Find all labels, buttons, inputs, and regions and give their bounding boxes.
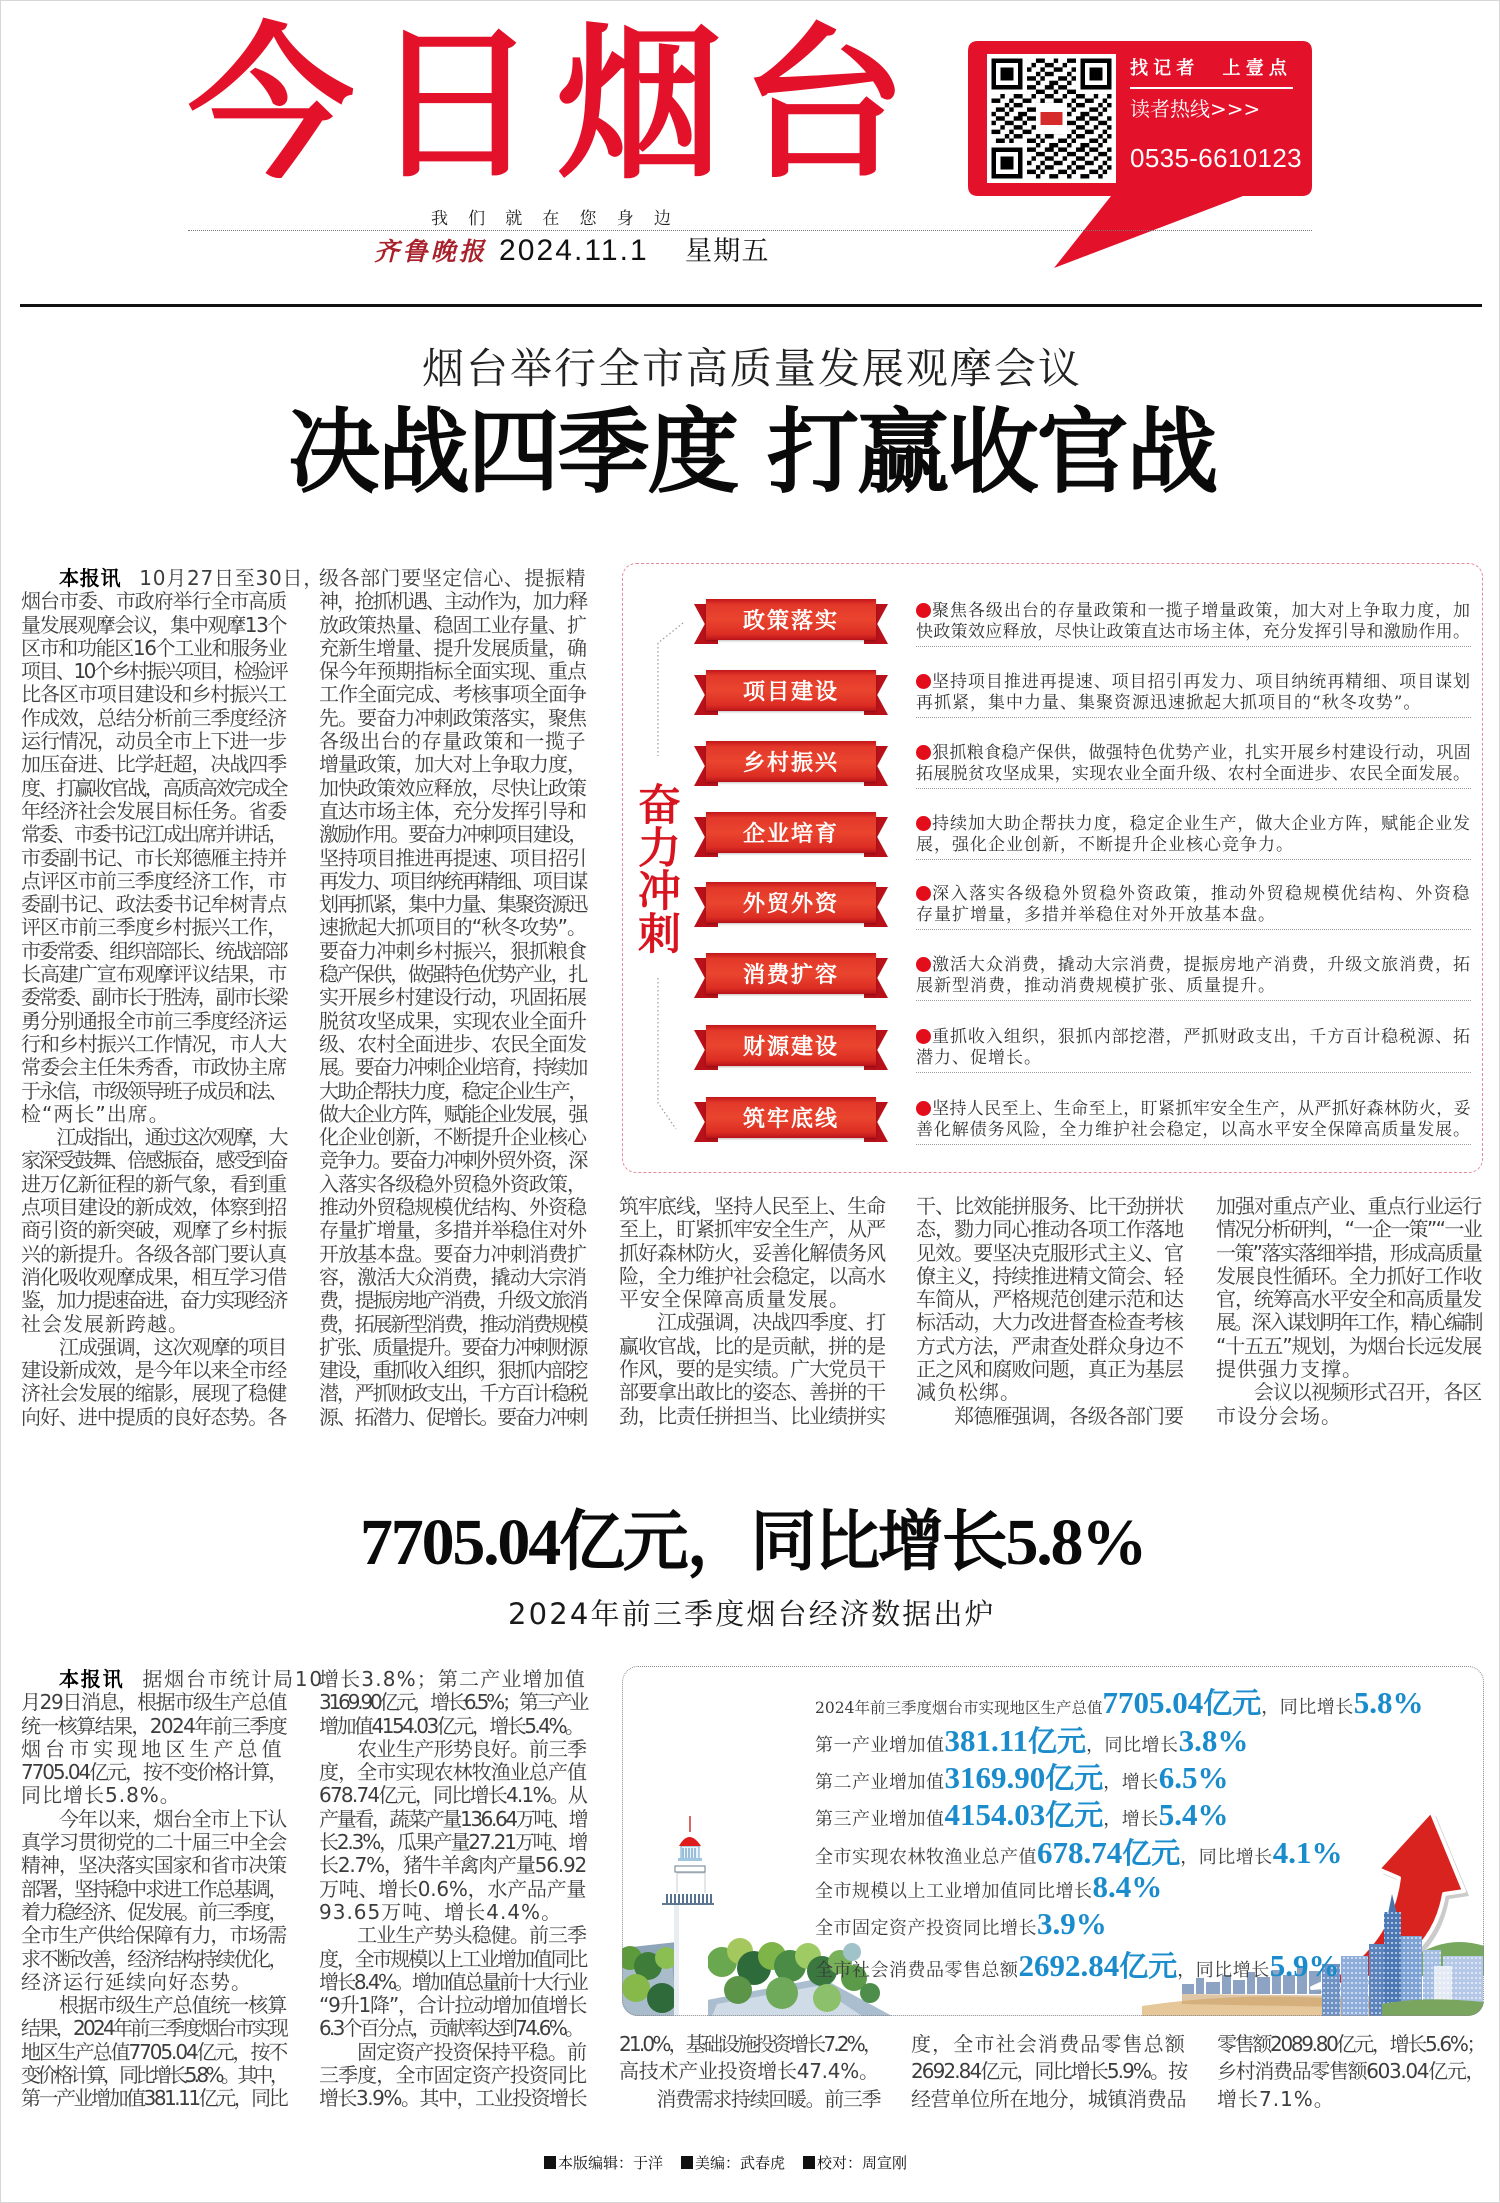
desc-text: 狠抓粮食稳产保供，做强特色优势产业，扎实开展乡村建设行动，巩固 xyxy=(932,743,1472,763)
text-line: 各级出台的存量政策和一揽子 xyxy=(319,729,587,754)
article1-kicker: 烟台举行全市高质量发展观摩会议 xyxy=(422,344,1082,393)
text-line: 直达市场主体，充分发挥引导和 xyxy=(319,798,587,823)
desc-text: 坚持人民至上、生命至上，盯紧抓牢安全生产，从严抓好森林防火，妥 xyxy=(932,1099,1472,1119)
text-line: 充新生增量、提升发展质量，确 xyxy=(319,635,587,660)
text-line: 市设分会场。 xyxy=(1216,1403,1342,1428)
text-line: 点项目建设的新成效，体察到招 xyxy=(21,1195,287,1220)
text-line: 费，提振房地产消费，升级文旅消 xyxy=(319,1288,587,1313)
lead-text: 10月27日至30日， xyxy=(139,566,325,590)
desc-line xyxy=(916,601,1471,622)
ribbon-label xyxy=(694,670,888,716)
text-line: 全市生产供给保障有力，市场需 xyxy=(21,1923,287,1948)
article1-column-4 xyxy=(916,1195,1183,1428)
text-line: 工业生产势头稳健。前三季 xyxy=(319,1923,587,1948)
text-line: 加压奋进、比学赶超，决战四季 xyxy=(21,752,287,777)
text-line: 先。要奋力冲刺政策落实，聚焦 xyxy=(319,705,587,730)
stat-row xyxy=(815,1719,1248,1759)
stat-value: 678.74 xyxy=(1037,1835,1123,1870)
text-line: 增长7.1%。 xyxy=(1217,2086,1335,2111)
text-line: 江成指出，通过这次观摩，大 xyxy=(21,1125,287,1150)
ribbon-label xyxy=(694,741,888,787)
article1-column-5 xyxy=(1216,1195,1481,1428)
bullet-icon xyxy=(916,1029,931,1044)
find-reporter-label: 找记者 上壹点 xyxy=(1130,58,1292,79)
desc-line: 展新型消费，推动消费规模扩张、质量提升。 xyxy=(916,976,1276,996)
desc-text: 坚持项目推进再提速、项目招引再发力、项目纳统再精细、项目谋划 xyxy=(932,672,1471,692)
stat-percent: 5.8% xyxy=(1353,1685,1424,1720)
text-line: 增长3.8%；第二产业增加值 xyxy=(319,1667,586,1691)
qr-code-icon[interactable] xyxy=(987,54,1116,183)
dotted-divider xyxy=(188,230,1312,231)
column-body xyxy=(21,1691,286,2110)
article1-column-3 xyxy=(619,1195,885,1428)
text-line: 真学习贯彻党的二十届三中全会 xyxy=(21,1830,287,1855)
stat-row xyxy=(815,1756,1229,1796)
text-line: 赢收官战，比的是贡献，拼的是 xyxy=(619,1333,886,1358)
text-line: 激励作用。要奋力冲刺项目建设， xyxy=(319,822,587,847)
text-line: 加快政策效应释放，尽快让政策 xyxy=(319,775,587,800)
text-line: 脱贫攻坚成果，实现农业全面升 xyxy=(319,1008,587,1033)
text-line: 消费需求持续回暖。前三季 xyxy=(619,2086,881,2111)
ribbon-label xyxy=(694,953,888,999)
text-line: 3169.90亿元，增长6.5%；第三产业 xyxy=(319,1690,587,1715)
stat-unit: 亿元 xyxy=(1045,1798,1104,1832)
text-line: 僚主义，持续推进精文简会、轻 xyxy=(916,1263,1184,1288)
stat-row xyxy=(815,1681,1423,1721)
credit-designer: 美编：武春虎 xyxy=(681,2153,785,2173)
text-line: 稳产保供，做强特色优势产业，扎 xyxy=(319,962,587,987)
text-line: 鉴，加力提速奋进，奋力实现经济 xyxy=(21,1288,287,1313)
text-line: 建设新成效，是今年以来全市经 xyxy=(21,1358,287,1383)
text-line: 济社会发展的缩影，展现了稳健 xyxy=(21,1381,287,1406)
text-line: 结果，2024年前三季度烟台市实现 xyxy=(21,2016,287,2041)
text-line: 家深受鼓舞、倍感振奋，感受到奋 xyxy=(21,1148,287,1173)
text-line: 三季度，全市固定资产投资同比 xyxy=(319,2063,587,2088)
text-line: 长高建广宣布观摩评议结果，市 xyxy=(21,962,287,987)
stat-label: 全市社会消费品零售总额 xyxy=(815,1960,1019,1981)
desc-text: 聚焦各级出台的存量政策和一揽子增量政策，加大对上争取力度，加 xyxy=(932,601,1471,621)
stat-label: 2024年前三季度烟台市实现地区生产总值 xyxy=(815,1699,1103,1717)
policy-item xyxy=(694,599,1474,649)
article1-column-1 xyxy=(21,566,325,1429)
text-line: 竞争力。要奋力冲刺外贸外资，深 xyxy=(319,1148,587,1173)
desc-line xyxy=(916,672,1471,693)
stat-row xyxy=(815,1831,1343,1871)
stat-label: ，增长 xyxy=(1103,1772,1159,1793)
text-line: 零售额2089.80亿元，增长5.6%； xyxy=(1217,2032,1485,2056)
ribbon-label xyxy=(694,812,888,858)
text-line: 增量政策，加大对上争取力度， xyxy=(319,752,587,777)
square-bullet-icon xyxy=(681,2156,693,2169)
text-line: 正之风和腐败问题，真正为基层 xyxy=(916,1357,1184,1382)
text-line: 筑牢底线，坚持人民至上、生命 xyxy=(619,1194,886,1218)
stat-value: 381.11 xyxy=(944,1723,1029,1758)
text-line: 建设，重抓收入组织，狠抓内部挖 xyxy=(319,1358,587,1383)
stat-label: 全市规模以上工业增加值同比增长 xyxy=(815,1881,1093,1902)
text-line: 度、打赢收官战，高质高效完成全 xyxy=(21,775,287,800)
text-line: 长2.7%，猪牛羊禽肉产量56.92 xyxy=(319,1853,587,1878)
infographic-panel xyxy=(622,563,1483,1173)
text-line: 增加值4154.03亿元，增长5.4%。 xyxy=(319,1713,583,1738)
credit-editor: 本版编辑：于洋 xyxy=(544,2153,663,2173)
publisher-name: 齐鲁晚报 xyxy=(374,237,488,266)
text-line: 工作全面完成、考核事项全面争 xyxy=(319,682,587,707)
bubble-divider xyxy=(1130,87,1293,89)
policy-item xyxy=(694,741,1474,791)
text-line: 大助企帮扶力度，稳定企业生产， xyxy=(319,1078,587,1103)
text-line: 93.65万吨、增长4.4%。 xyxy=(319,1899,563,1924)
text-line: 月29日消息，根据市级生产总值 xyxy=(21,1690,287,1715)
bullet-icon xyxy=(916,745,931,760)
stat-percent: 3.9% xyxy=(1037,1906,1107,1941)
stat-unit: 亿元 xyxy=(1028,1724,1087,1758)
square-bullet-icon xyxy=(803,2156,815,2169)
policy-description xyxy=(916,601,1471,647)
text-line: 着力稳经济、促发展。前三季度， xyxy=(21,1899,287,1924)
stat-label: ，同比增长 xyxy=(1261,1697,1354,1718)
policy-description xyxy=(916,1027,1471,1073)
policy-description xyxy=(916,955,1471,1001)
text-line: 根据市级生产总值统一核算 xyxy=(21,1993,287,2018)
text-line: 进万亿新征程的新气象，看到重 xyxy=(21,1171,287,1196)
text-line: 增长8.4%。增加值总量前十大行业 xyxy=(319,1969,587,1994)
text-line: 展。深入谋划明年工作，精心编制 xyxy=(1216,1310,1482,1335)
bullet-icon xyxy=(916,816,931,831)
policy-description xyxy=(916,672,1471,718)
text-line: 加强对重点产业、重点行业运行 xyxy=(1216,1194,1482,1218)
text-line: 今年以来，烟台全市上下认 xyxy=(21,1806,287,1831)
page-credits xyxy=(544,2153,907,2173)
text-line: 发展良性循环。全力抓好工作收 xyxy=(1216,1263,1482,1288)
text-line: 经营单位所在地分，城镇消费品 xyxy=(911,2086,1187,2111)
text-line: 商引资的新突破，观摩了乡村振 xyxy=(21,1218,287,1243)
text-line: 经济运行延续向好态势。 xyxy=(21,1969,252,1994)
desc-line: 潜力、促增长。 xyxy=(916,1048,1042,1068)
text-line: 向好、进中提质的良好态势。各 xyxy=(21,1404,287,1429)
bullet-icon xyxy=(916,674,931,689)
issue-date: 2024.11.1 xyxy=(499,234,649,267)
text-line: 6.3个百分点，贡献率达到74.6%。 xyxy=(319,2016,583,2041)
policy-description xyxy=(916,743,1471,789)
stat-label: ，同比增长 xyxy=(1086,1735,1179,1756)
text-line: 增长3.9%。其中，工业投资增长 xyxy=(319,2086,587,2111)
text-line: 市委副书记、市长郑德雁主持并 xyxy=(21,845,287,870)
text-line: “9升1降”，合计拉动增加值增长 xyxy=(319,1993,587,2018)
text-line: 勇分别通报全市前三季度经济运 xyxy=(21,1008,287,1033)
policy-description xyxy=(916,814,1471,860)
text-line: 速掀起大抓项目的“秋冬攻势”。 xyxy=(319,915,587,940)
text-line: 社会发展新跨越。 xyxy=(21,1311,189,1336)
text-line: 区市和功能区16个工业和服务业 xyxy=(21,635,287,660)
text-line: 会议以视频形式召开，各区 xyxy=(1216,1380,1482,1405)
stat-label: 第二产业增加值 xyxy=(815,1772,945,1793)
lead-line xyxy=(21,566,325,590)
text-line: 度，全市社会消费品零售总额 xyxy=(911,2032,1186,2056)
text-line: 项目、10个乡村振兴项目，检验评 xyxy=(21,659,287,684)
text-line: 再发力、项目纳统再精细、项目谋 xyxy=(319,868,587,893)
text-line: 农业生产形势良好。前三季 xyxy=(319,1736,587,1761)
text-line: 态，勠力同心推动各项工作落地 xyxy=(916,1217,1184,1242)
ribbon-text: 消费扩容 xyxy=(742,962,839,988)
text-line: 地区生产总值7705.04亿元，按不 xyxy=(21,2039,287,2064)
ribbon-text: 项目建设 xyxy=(742,679,839,705)
text-line: 抓好森林防火，妥善化解债务风 xyxy=(619,1240,886,1265)
text-line: 划再抓紧，集中力量、集聚资源迅 xyxy=(319,892,587,917)
text-line: 标活动，大力改进督查检查考核 xyxy=(916,1310,1184,1335)
stat-percent: 5.4% xyxy=(1158,1797,1229,1832)
text-line: 量发展观摩会议，集中观摩13个 xyxy=(21,612,287,637)
text-line: 保今年预期指标全面实现、重点 xyxy=(319,659,587,684)
masthead-slogan: 我们就在您身边 xyxy=(431,209,691,229)
stat-value: 2692.84 xyxy=(1018,1948,1120,1983)
text-line: 江成强调，决战四季度、打 xyxy=(619,1310,886,1335)
stat-value: 3169.90 xyxy=(944,1760,1046,1795)
bullet-icon xyxy=(916,603,931,618)
stat-unit: 亿元 xyxy=(1203,1686,1262,1720)
stat-percent: 3.8% xyxy=(1178,1723,1249,1758)
stat-label: 全市实现农林牧渔业总产值 xyxy=(815,1847,1037,1868)
text-line: 比各区市项目建设和乡村振兴工 xyxy=(21,682,287,707)
ribbon-label xyxy=(694,1097,888,1143)
text-line: 部要拿出敢比的姿态、善拼的干 xyxy=(619,1380,886,1405)
hotline-phone[interactable]: 0535-6610123 xyxy=(1130,143,1302,173)
text-line: 统一核算结果，2024年前三季度 xyxy=(21,1713,287,1738)
text-line: 度，全市规模以上工业增加值同比 xyxy=(319,1946,587,1971)
text-line: 年经济社会发展目标任务。省委 xyxy=(21,798,287,823)
policy-description xyxy=(916,1099,1471,1145)
text-line: 开放基本盘。要奋力冲刺消费扩 xyxy=(319,1241,587,1266)
text-line: 见效。要坚决克服形式主义、官 xyxy=(916,1240,1184,1265)
text-line: 于永信，市级领导班子成员和法、 xyxy=(21,1078,287,1103)
dateline-label: 本报讯 xyxy=(59,566,122,590)
issue-weekday: 星期五 xyxy=(685,236,770,267)
desc-line xyxy=(916,884,1471,905)
text-line: 源、拓潜力、促增长。要奋力冲刺 xyxy=(319,1404,587,1429)
text-line: 7705.04亿元，按不变价格计算， xyxy=(21,1760,287,1785)
text-line: 烟台市实现地区生产总值 xyxy=(21,1736,286,1761)
text-line: 放政策热量、稳固工业存量、扩 xyxy=(319,612,587,637)
text-line: 常委会主任朱秀香，市政协主席 xyxy=(21,1055,287,1080)
text-line: 潜，严抓财政支出，千方百计稳税 xyxy=(319,1381,587,1406)
desc-line: 再抓紧，集中力量、集聚资源迅速掀起大抓项目的“秋冬攻势”。 xyxy=(916,693,1422,713)
text-line: 部署，坚持稳中求进工作总基调， xyxy=(21,1876,287,1901)
text-line: 江成强调，这次观摩的项目 xyxy=(21,1334,287,1359)
desc-line xyxy=(916,814,1471,835)
text-line: 减负松绑。 xyxy=(916,1380,1021,1405)
text-line: 市委常委、组织部部长、统战部部 xyxy=(21,938,287,963)
stat-row xyxy=(815,1869,1162,1909)
desc-line: 善化解债务风险，全力维护社会稳定，以高水平安全保障高质量发展。 xyxy=(916,1120,1471,1140)
text-line: 劲，比责任拼担当、比业绩拼实 xyxy=(619,1403,886,1428)
text-line: 扩张、质量提升。要奋力冲刺财源 xyxy=(319,1334,587,1359)
text-line: 官，统筹高水平安全和高质量发 xyxy=(1216,1287,1482,1312)
text-line: 评区市前三季度乡村振兴工作， xyxy=(21,915,287,940)
text-line: 产量看，蔬菜产量136.64万吨、增 xyxy=(319,1806,587,1831)
dateline-label: 本报讯 xyxy=(59,1667,125,1691)
text-line: 委常委、副市长于胜涛，副市长梁 xyxy=(21,985,287,1010)
text-line: “十五五”规划，为烟台长远发展 xyxy=(1216,1333,1482,1358)
ribbon-text: 政策落实 xyxy=(742,608,839,634)
text-line: 情况分析研判，“一企一策”“一业 xyxy=(1216,1217,1482,1242)
ribbon-text: 筑牢底线 xyxy=(742,1106,839,1132)
desc-text: 重抓收入组织，狠抓内部挖潜，严抓财政支出，千方百计稳税源、拓 xyxy=(932,1027,1471,1047)
ribbon-label xyxy=(694,1025,888,1071)
stat-row xyxy=(815,1906,1107,1946)
text-line: 坚持项目推进再提速、项目招引 xyxy=(319,845,587,870)
text-line: 容，激活大众消费，撬动大宗消 xyxy=(319,1264,587,1289)
policy-item xyxy=(694,882,1474,932)
ribbon-text: 财源建设 xyxy=(742,1034,839,1060)
text-line: 检“两长”出席。 xyxy=(21,1101,170,1126)
desc-line: 存量扩增量，多措并举稳住对外开放基本盘。 xyxy=(916,905,1276,925)
hotline-label: 读者热线>>> xyxy=(1130,97,1261,121)
text-line: 一策”落实落细举措，形成高质量 xyxy=(1216,1240,1482,1265)
text-line: 兴的新提升。各级各部门要认真 xyxy=(21,1241,287,1266)
text-line: 级、农村全面进步、农民全面发 xyxy=(319,1031,587,1056)
stat-percent: 6.5% xyxy=(1158,1760,1229,1795)
text-line: 作风，要的是实绩。广大党员干 xyxy=(619,1357,886,1382)
text-line: 常委、市委书记江成出席并讲话， xyxy=(21,822,287,847)
stat-label: 第一产业增加值 xyxy=(815,1735,945,1756)
text-line: 变价格计算，同比增长5.8%。其中， xyxy=(21,2063,287,2088)
text-line: 运行情况，动员全市上下进一步 xyxy=(21,729,287,754)
stat-label: ，同比增长 xyxy=(1177,1960,1270,1981)
ribbon-text: 外贸外资 xyxy=(742,891,839,917)
text-line: 方式方法，严肃查处群众身边不 xyxy=(916,1333,1184,1358)
desc-line xyxy=(916,1099,1471,1120)
policy-item xyxy=(694,670,1474,720)
text-line: 要奋力冲刺乡村振兴，狠抓粮食 xyxy=(319,938,587,963)
desc-text: 深入落实各级稳外贸稳外资政策，推动外贸稳规模优结构、外资稳 xyxy=(932,884,1471,904)
masthead-rule xyxy=(20,304,1482,307)
infographic-title: 奋力冲刺 xyxy=(631,782,681,954)
text-line: 21.0%，基础设施投资增长7.2%， xyxy=(619,2032,881,2056)
article2-column-5 xyxy=(1217,2031,1484,2113)
stat-label: ，同比增长 xyxy=(1180,1847,1273,1868)
desc-line xyxy=(916,743,1471,764)
stat-label: ，增长 xyxy=(1103,1809,1159,1830)
desc-line xyxy=(916,955,1471,976)
text-line: 作成效，总结分析前三季度经济 xyxy=(21,705,287,730)
policy-item xyxy=(694,1025,1474,1075)
desc-text: 持续加大助企帮扶力度，稳定企业生产，做大企业方阵，赋能企业发 xyxy=(932,814,1471,834)
stat-value: 7705.04 xyxy=(1102,1685,1204,1720)
text-line: 车简从，严格规范创建示范和达 xyxy=(916,1287,1184,1312)
text-line: 化企业创新，不断提升企业核心 xyxy=(319,1125,587,1150)
text-line: 度，全市实现农林牧渔业总产值 xyxy=(319,1760,587,1785)
text-line: 平安全保障高质量发展。 xyxy=(619,1287,850,1312)
article2-subtitle: 2024年前三季度烟台经济数据出炉 xyxy=(508,1597,996,1631)
stat-unit: 亿元 xyxy=(1122,1836,1181,1870)
stat-label: 全市固定资产投资同比增长 xyxy=(815,1918,1037,1939)
stat-row xyxy=(815,1793,1229,1833)
bullet-icon xyxy=(916,957,931,972)
stat-percent: 4.1% xyxy=(1272,1835,1343,1870)
text-line: 展。要奋力冲刺企业培育，持续加 xyxy=(319,1055,587,1080)
text-line: 委副书记、政法委书记牟树青点 xyxy=(21,892,287,917)
text-line: 万吨、增长0.6%，水产品产量 xyxy=(319,1876,587,1901)
square-bullet-icon xyxy=(544,2156,556,2169)
text-line: 第一产业增加值381.11亿元，同比 xyxy=(21,2086,287,2111)
policy-item xyxy=(694,953,1474,1003)
text-line: 级各部门要坚定信心、提振精 xyxy=(319,566,587,590)
article2-headline[interactable]: 7705.04亿元，同比增长5.8% xyxy=(360,1506,1146,1579)
text-line: 精神，坚决落实国家和省市决策 xyxy=(21,1853,287,1878)
text-line: 固定资产投资保持平稳。前 xyxy=(319,2039,587,2064)
desc-line: 拓展脱贫攻坚成果，实现农业全面升级、农村全面进步、农民全面发展。 xyxy=(916,764,1471,784)
text-line: 点评区市前三季度经济工作，市 xyxy=(21,868,287,893)
lead-text: 据烟台市统计局10 xyxy=(142,1667,324,1691)
ribbon-text: 乡村振兴 xyxy=(742,750,839,776)
article2-column-1 xyxy=(21,1667,324,2111)
ribbon-label xyxy=(694,599,888,645)
text-line: 至上，盯紧抓牢安全生产，从严 xyxy=(619,1217,886,1242)
article2-column-4 xyxy=(911,2031,1186,2113)
desc-line: 展，强化企业创新，不断提升企业核心竞争力。 xyxy=(916,835,1294,855)
stat-unit: 亿元 xyxy=(1119,1949,1178,1983)
text-line: 推动外贸稳规模优结构、外资稳 xyxy=(319,1195,587,1220)
text-line: 行和乡村振兴工作情况，市人大 xyxy=(21,1031,287,1056)
text-line: 同比增长5.8%。 xyxy=(21,1783,181,1808)
stat-percent: 8.4% xyxy=(1092,1869,1163,1904)
text-line: 高技术产业投资增长47.4%。 xyxy=(619,2059,879,2084)
masthead-title: 今日烟台 xyxy=(188,9,925,202)
text-line: 存量扩增量，多措并举稳住对外 xyxy=(319,1218,587,1243)
text-line: 求不断改善，经济结构持续优化， xyxy=(21,1946,287,1971)
ribbon-label xyxy=(694,882,888,928)
bullet-icon xyxy=(916,1101,931,1116)
text-line: 做大企业方阵，赋能企业发展，强 xyxy=(319,1101,587,1126)
text-line: 消化吸收观摩成果，相互学习借 xyxy=(21,1264,287,1289)
desc-line xyxy=(916,1027,1471,1048)
text-line: 烟台市委、市政府举行全市高质 xyxy=(21,589,287,614)
text-line: 神，抢抓机遇、主动作为，加力释 xyxy=(319,589,587,614)
article1-headline[interactable]: 决战四季度 打赢收官战 xyxy=(288,398,1217,506)
credit-proofreader: 校对：周宣刚 xyxy=(803,2153,907,2173)
stat-value: 4154.03 xyxy=(944,1797,1046,1832)
stat-percent: 5.9% xyxy=(1269,1948,1340,1983)
policy-item xyxy=(694,812,1474,862)
lead-line xyxy=(21,1667,324,1691)
article1-column-2 xyxy=(319,567,586,1429)
policy-item xyxy=(694,1097,1474,1147)
text-line: 郑德雁强调，各级各部门要 xyxy=(916,1403,1184,1428)
text-line: 长2.3%，瓜果产量27.21万吨、增 xyxy=(319,1830,587,1855)
ribbon-text: 企业培育 xyxy=(742,821,839,847)
bullet-icon xyxy=(916,886,931,901)
desc-line: 快政策效应释放，尽快让政策直达市场主体，充分发挥引导和激励作用。 xyxy=(916,622,1471,642)
article2-column-3 xyxy=(619,2031,880,2113)
article2-column-2 xyxy=(319,1668,586,2111)
stat-row xyxy=(815,1944,1340,1984)
text-line: 干、比效能拼服务、比干劲拼状 xyxy=(916,1194,1184,1218)
column-body xyxy=(21,590,286,1429)
text-line: 678.74亿元，同比增长4.1%。从 xyxy=(319,1783,587,1808)
text-line: 费，拓展新型消费，推动消费规模 xyxy=(319,1311,587,1336)
policy-description xyxy=(916,884,1471,930)
desc-text: 激活大众消费，撬动大宗消费，提振房地产消费，升级文旅消费，拓 xyxy=(932,955,1471,975)
text-line: 乡村消费品零售额603.04亿元， xyxy=(1217,2059,1485,2084)
text-line: 提供强力支撑。 xyxy=(1216,1357,1363,1382)
text-line: 入落实各级稳外贸稳外资政策， xyxy=(319,1171,587,1196)
stat-label: 第三产业增加值 xyxy=(815,1809,945,1830)
text-line: 险，全力维护社会稳定，以高水 xyxy=(619,1263,886,1288)
text-line: 2692.84亿元，同比增长5.9%。按 xyxy=(911,2059,1187,2084)
text-line: 实开展乡村建设行动，巩固拓展 xyxy=(319,985,587,1010)
stat-unit: 亿元 xyxy=(1045,1761,1104,1795)
